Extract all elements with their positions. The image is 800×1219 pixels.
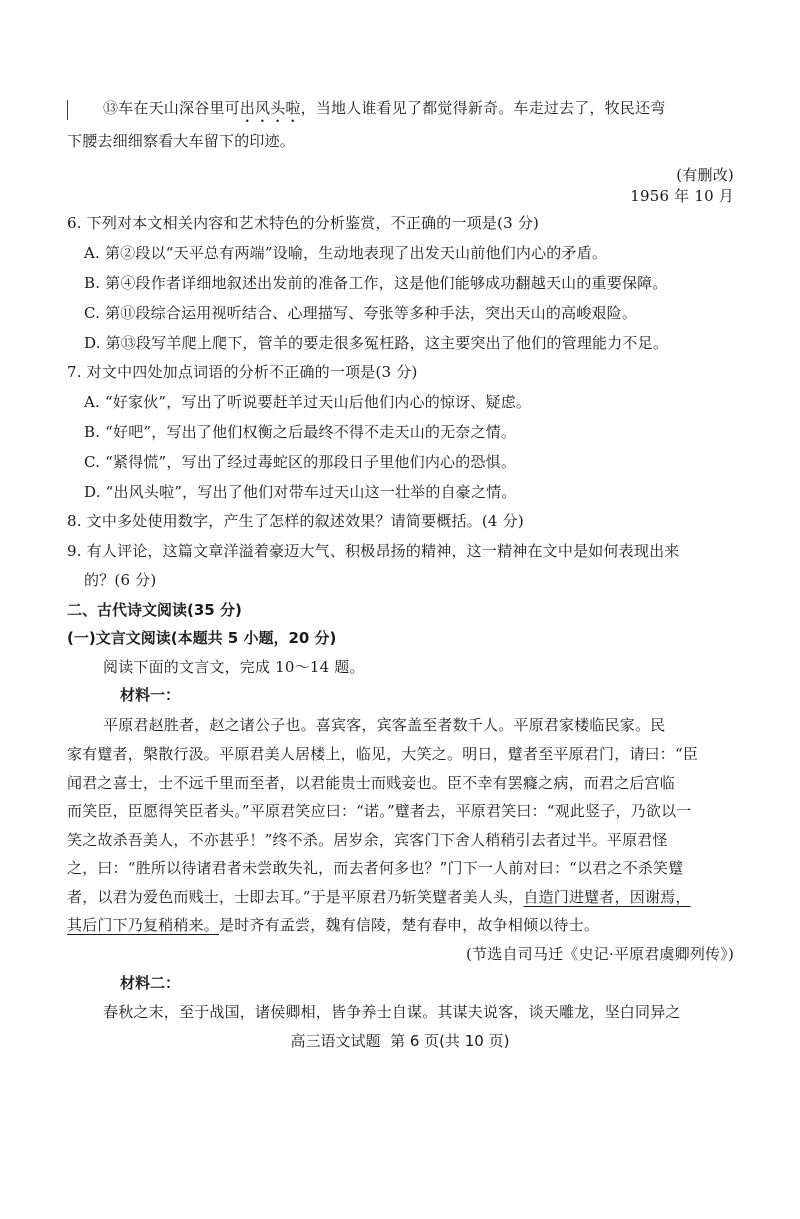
material-1-source: (节选自司马迁《史记·平原君虞卿列传》) <box>466 945 734 963</box>
question-7-option-c: C. “紧得慌”，写出了经过毒蛇区的那段日子里他们内心的恐惧。 <box>84 453 517 471</box>
material-1-label: 材料一： <box>120 686 181 704</box>
section-2-title: 二、古代诗文阅读(35 分) <box>67 601 242 619</box>
footer-page: 第 6 页(共 10 页) <box>390 1032 510 1050</box>
question-7-option-b: B. “好吧”，写出了他们权衡之后最终不得不走天山的无奈之情。 <box>84 423 517 441</box>
material-1-line: 者，以君为爱色而贱士，士即去耳。”于是平原君乃斩笑躄者美人头，自造门进躄者，因谢焉， <box>67 888 691 906</box>
underlined-sentence: 其后门下乃复稍稍来。 <box>67 916 220 934</box>
material-1-line: 笑之故杀吾美人，不亦甚乎！”终不杀。居岁余，宾客门下舍人稍稍引去者过半。平原君怪 <box>67 831 668 849</box>
story-paragraph-13: ⑬车在天山深谷里可出风头啦，当地人谁看见了都觉得新奇。车走过去了，牧民还弯 <box>103 99 666 117</box>
material-2-label: 材料二： <box>120 974 181 992</box>
question-7-option-d: D. “出风头啦”，写出了他们对带车过天山这一壮举的自豪之情。 <box>84 483 517 501</box>
question-9-cont: 的？(6 分) <box>84 571 157 589</box>
margin-rule <box>67 100 68 120</box>
question-7: 7. 对文中四处加点词语的分析不正确的一项是(3 分) <box>67 363 418 381</box>
material-1-line: 之，曰：“胜所以待诸君者未尝敢失礼，而去者何多也？”门下一人前对曰：“以君之不杀笑躄 <box>67 859 684 877</box>
material-1-line: 而笑臣，臣愿得笑臣者头。”平原君笑应曰：“诺。”躄者去，平原君笑曰：“观此竖子，乃欲以一 <box>67 802 692 820</box>
section-2-subtitle: (一)文言文阅读(本题共 5 小题，20 分) <box>67 629 337 647</box>
article-date: 1956 年 10 月 <box>630 187 734 205</box>
material-2-line: 春秋之末，至于战国，诸侯卿相，皆争养士自谋。其谋夫说客，谈天雕龙，坚白同异之 <box>103 1003 681 1021</box>
question-7-option-a: A. “好家伙”，写出了听说要赶羊过天山后他们内心的惊讶、疑虑。 <box>84 393 532 411</box>
question-6-option-a: A. 第②段以“天平总有两端”设喻，生动地表现了出发天山前他们内心的矛盾。 <box>84 244 608 262</box>
dotted-phrase: 出风头啦 <box>239 99 301 117</box>
question-6-option-d: D. 第⑬段写羊爬上爬下，管羊的要走很多冤枉路，这主要突出了他们的管理能力不足。 <box>84 334 669 352</box>
question-6: 6. 下列对本文相关内容和艺术特色的分析鉴赏，不正确的一项是(3 分) <box>67 214 540 232</box>
material-1-line: 其后门下乃复稍稍来。是时齐有孟尝，魏有信陵，楚有春申，故争相倾以待士。 <box>67 916 600 934</box>
footer-subject: 高三语文试题 <box>290 1032 381 1050</box>
material-1-line: 家有躄者，槃散行汲。平原君美人居楼上，临见，大笑之。明日，躄者至平原君门，请曰：“臣 <box>67 745 699 763</box>
story-paragraph-13-cont: 下腰去细细察看大车留下的印迹。 <box>67 132 296 150</box>
question-9: 9. 有人评论，这篇文章洋溢着豪迈大气、积极昂扬的精神，这一精神在文中是如何表现出来 <box>67 542 680 560</box>
question-8: 8. 文中多处使用数字，产生了怎样的叙述效果？请简要概括。(4 分) <box>67 512 524 530</box>
edit-note: (有删改) <box>676 166 734 184</box>
material-1-line: 平原君赵胜者，赵之诸公子也。喜宾客，宾客盖至者数千人。平原君家楼临民家。民 <box>103 716 666 734</box>
question-6-option-b: B. 第④段作者详细地叙述出发前的准备工作，这是他们能够成功翻越天山的重要保障。 <box>84 274 668 292</box>
material-1-line: 闻君之喜士，士不远千里而至者，以君能贵士而贱妾也。臣不幸有罢癃之病，而君之后宫临 <box>67 774 676 792</box>
page-footer <box>0 1030 800 1051</box>
section-2-instruction: 阅读下面的文言文，完成 10～14 题。 <box>103 658 365 676</box>
underlined-sentence: 自造门进躄者，因谢焉， <box>523 888 691 906</box>
question-6-option-c: C. 第⑪段综合运用视听结合、心理描写、夸张等多种手法，突出天山的高峻艰险。 <box>84 304 638 322</box>
